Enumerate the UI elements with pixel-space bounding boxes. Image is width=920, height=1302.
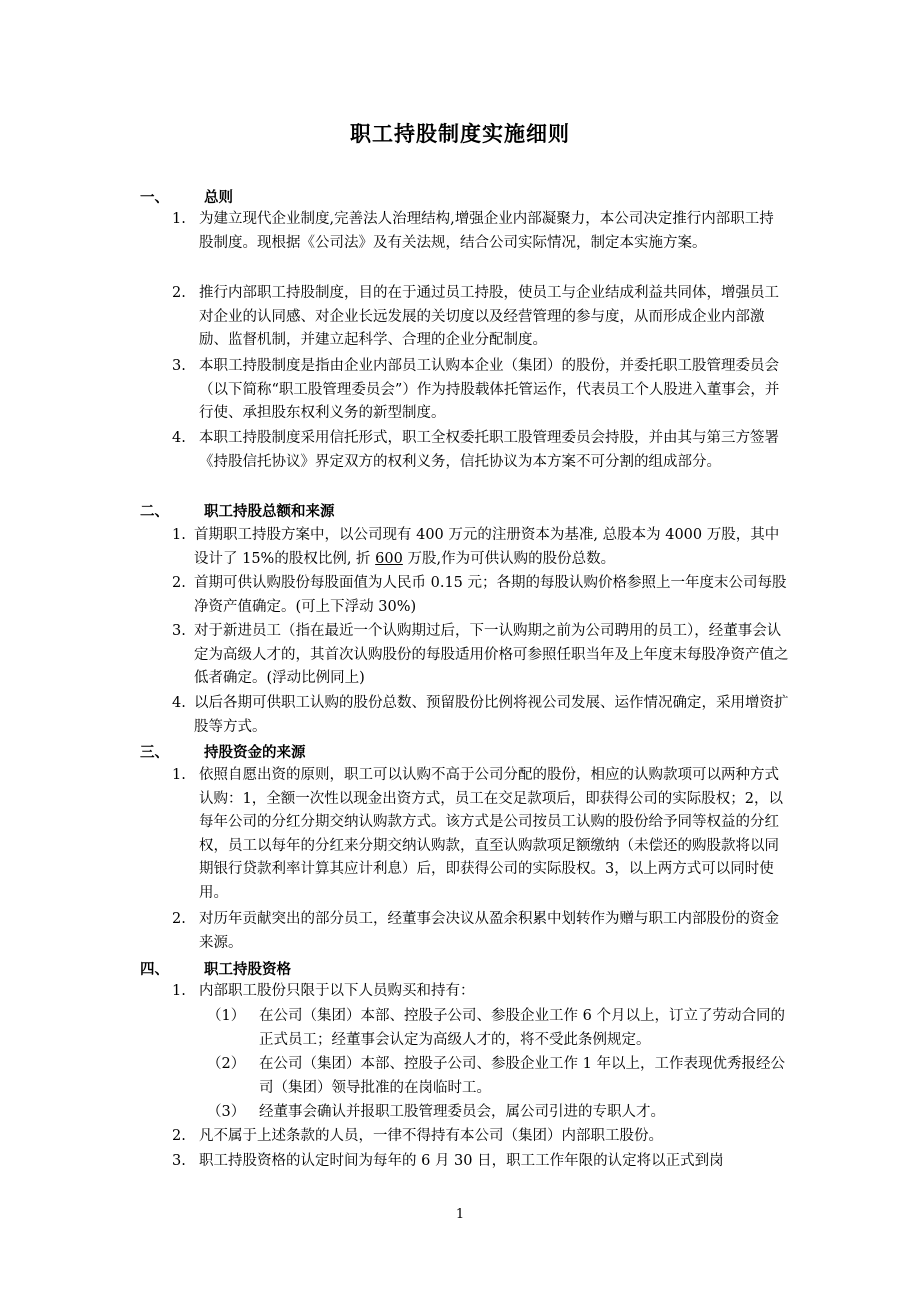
sub-list-item: （3） 经董事会确认并报职工股管理委员会，属公司引进的专职人才。 — [207, 1101, 789, 1125]
list-item-text: 本职工持股制度采用信托形式，职工全权委托职工股管理委员会持股，并由其与第三方签署《持股信托协议》界定双方的权利义务，信托协议为本方案不可分割的组成部分。 — [199, 430, 779, 470]
list-item: 2. 推行内部职工持股制度，目的在于通过员工持股，使员工与企业结成利益共同体，增强员工对企业的认同感、对企业长远发展的关切度以及经营管理的参与度，从而形成企业内部激励、监督机制，并建立起科学、合理的企业分配制度。 — [172, 282, 784, 353]
list-item: 2. 凡不属于上述条款的人员，一律不得持有本公司（集团）内部职工股份。 — [172, 1125, 784, 1149]
sub-list-item: （2） 在公司（集团）本部、控股子公司、参股企业工作 1 年以上，工作表现优秀报经公司（集团）领导批准的在岗临时工。 — [207, 1053, 789, 1100]
list-item-text: 在公司（集团）本部、控股子公司、参股企业工作 1 年以上，工作表现优秀报经公司（集团）领导批准的在岗临时工。 — [259, 1056, 785, 1096]
section-title: 职工持股总额和来源 — [204, 504, 335, 520]
list-item: 3. 职工持股资格的认定时间为每年的 6 月 30 日，职工工作年限的认定将以正式到岗 — [172, 1150, 784, 1174]
sub-list-item: （1） 在公司（集团）本部、控股子公司、参股企业工作 6 个月以上，订立了劳动合同的正式员工；经董事会认定为高级人才的，将不受此条例规定。 — [207, 1005, 789, 1052]
section-title: 职工持股资格 — [204, 962, 291, 978]
list-item: 2. 对历年贡献突出的部分员工，经董事会决议从盈余积累中划转作为赠与职工内部股份的资金来源。 — [172, 908, 784, 955]
section-heading-3 — [140, 741, 306, 762]
section-title: 总则 — [204, 190, 233, 206]
list-item: 4. 本职工持股制度采用信托形式，职工全权委托职工股管理委员会持股，并由其与第三方签署《持股信托协议》界定双方的权利义务，信托协议为本方案不可分割的组成部分。 — [172, 427, 784, 474]
list-item-text: 对于新进员工（指在最近一个认购期过后，下一认购期之前为公司聘用的员工），经董事会认定为高级人才的，其首次认购股份的每股适用价格可参照任职当年及上年度末每股净资产值之低者确定。(浮动比例同上) — [194, 623, 789, 686]
list-item-text: 内部职工股份只限于以下人员购买和持有： — [199, 983, 475, 999]
section-number: 二、 — [140, 504, 169, 520]
section-heading-1 — [140, 186, 233, 207]
list-item-text: 经董事会确认并报职工股管理委员会，属公司引进的专职人才。 — [259, 1104, 665, 1120]
document-title: 职工持股制度实施细则 — [350, 122, 570, 146]
list-item: 1. 内部职工股份只限于以下人员购买和持有： — [172, 980, 784, 1004]
list-item-text: 在公司（集团）本部、控股子公司、参股企业工作 6 个月以上，订立了劳动合同的正式员工；经董事会认定为高级人才的，将不受此条例规定。 — [259, 1008, 785, 1048]
list-item: 2. 首期可供认购股份每股面值为人民币 0.15 元；各期的每股认购价格参照上一年度末公司每股净资产值确定。(可上下浮动 30%) — [172, 572, 790, 619]
section-number: 四、 — [140, 962, 169, 978]
section-number: 三、 — [140, 745, 169, 761]
list-item: 1. 为建立现代企业制度,完善法人治理结构,增强企业内部凝聚力，本公司决定推行内部职工持股制度。现根据《公司法》及有关法规，结合公司实际情况，制定本实施方案。 — [172, 208, 784, 255]
list-item-text: 凡不属于上述条款的人员，一律不得持有本公司（集团）内部职工股份。 — [199, 1128, 663, 1144]
list-item: 1. 依照自愿出资的原则，职工可以认购不高于公司分配的股份，相应的认购款项可以两种方式认购：1，全额一次性以现金出资方式，员工在交足款项后，即获得公司的实际股权；2，以每年公司的分红分期交纳认购款方式。该方式是公司按员工认购的股份给予同等权益的分红权，员工以每年的分红来分期交纳认购款，直至认购款项足额缴纳（未偿还的购股款将以同期银行贷款利率计算其应计利息）后，即获得公司的实际股权。3，以上两方式可以同时使用。 — [172, 764, 784, 905]
underlined-value: 600 — [375, 550, 403, 567]
section-title: 持股资金的来源 — [204, 745, 306, 761]
list-item-text: 职工持股资格的认定时间为每年的 6 月 30 日，职工工作年限的认定将以正式到岗 — [199, 1153, 724, 1169]
list-item: 1. 首期职工持股方案中，以公司现有 400 万元的注册资本为基准, 总股本为 4000 万股，其中设计了 15%的股权比例, 折 600 万股,作为可供认购的股份总数。 — [172, 524, 790, 571]
list-item-text: 本职工持股制度是指由企业内部员工认购本企业（集团）的股份，并委托职工股管理委员会（以下简称“职工股管理委员会”）作为持股载体托管运作，代表员工个人股进入董事会，并行使、承担股东权利义务的新型制度。 — [199, 358, 780, 421]
page-number: 1 — [455, 1207, 465, 1222]
list-item: 4. 以后各期可供职工认购的股份总数、预留股份比例将视公司发展、运作情况确定，采用增资扩股等方式。 — [172, 692, 790, 739]
list-item-text: 首期可供认购股份每股面值为人民币 0.15 元；各期的每股认购价格参照上一年度末公司每股净资产值确定。(可上下浮动 30%) — [194, 575, 787, 615]
list-item-text: 为建立现代企业制度,完善法人治理结构,增强企业内部凝聚力，本公司决定推行内部职工持股制度。现根据《公司法》及有关法规，结合公司实际情况，制定本实施方案。 — [199, 211, 774, 251]
section-number: 一、 — [140, 190, 169, 206]
list-item: 3. 对于新进员工（指在最近一个认购期过后，下一认购期之前为公司聘用的员工），经董事会认定为高级人才的，其首次认购股份的每股适用价格可参照任职当年及上年度末每股净资产值之低者确定。(浮动比例同上) — [172, 620, 790, 691]
list-item-text: 依照自愿出资的原则，职工可以认购不高于公司分配的股份，相应的认购款项可以两种方式认购：1，全额一次性以现金出资方式，员工在交足款项后，即获得公司的实际股权；2，以每年公司的分红分期交纳认购款方式。该方式是公司按员工认购的股份给予同等权益的分红权，员工以每年的分红来分期交纳认购款，直至认购款项足额缴纳（未偿还的购股款将以同期银行贷款利率计算其应计利息）后，即获得公司的实际股权。3，以上两方式可以同时使用。 — [199, 767, 783, 901]
section-heading-4 — [140, 958, 291, 979]
list-item-text: 首期职工持股方案中，以公司现有 400 万元的注册资本为基准, 总股本为 4000 万股，其中设计了 15%的股权比例, 折 600 万股,作为可供认购的股份总数。 — [194, 527, 780, 567]
list-item-text: 推行内部职工持股制度，目的在于通过员工持股，使员工与企业结成利益共同体，增强员工对企业的认同感、对企业长远发展的关切度以及经营管理的参与度，从而形成企业内部激励、监督机制，并建立起科学、合理的企业分配制度。 — [199, 285, 779, 348]
list-item-text: 以后各期可供职工认购的股份总数、预留股份比例将视公司发展、运作情况确定，采用增资扩股等方式。 — [194, 695, 789, 735]
section-heading-2 — [140, 500, 335, 521]
list-item: 3. 本职工持股制度是指由企业内部员工认购本企业（集团）的股份，并委托职工股管理委员会（以下简称“职工股管理委员会”）作为持股载体托管运作，代表员工个人股进入董事会，并行使、承担股东权利义务的新型制度。 — [172, 355, 784, 426]
list-item-text: 对历年贡献突出的部分员工，经董事会决议从盈余积累中划转作为赠与职工内部股份的资金来源。 — [199, 911, 779, 951]
